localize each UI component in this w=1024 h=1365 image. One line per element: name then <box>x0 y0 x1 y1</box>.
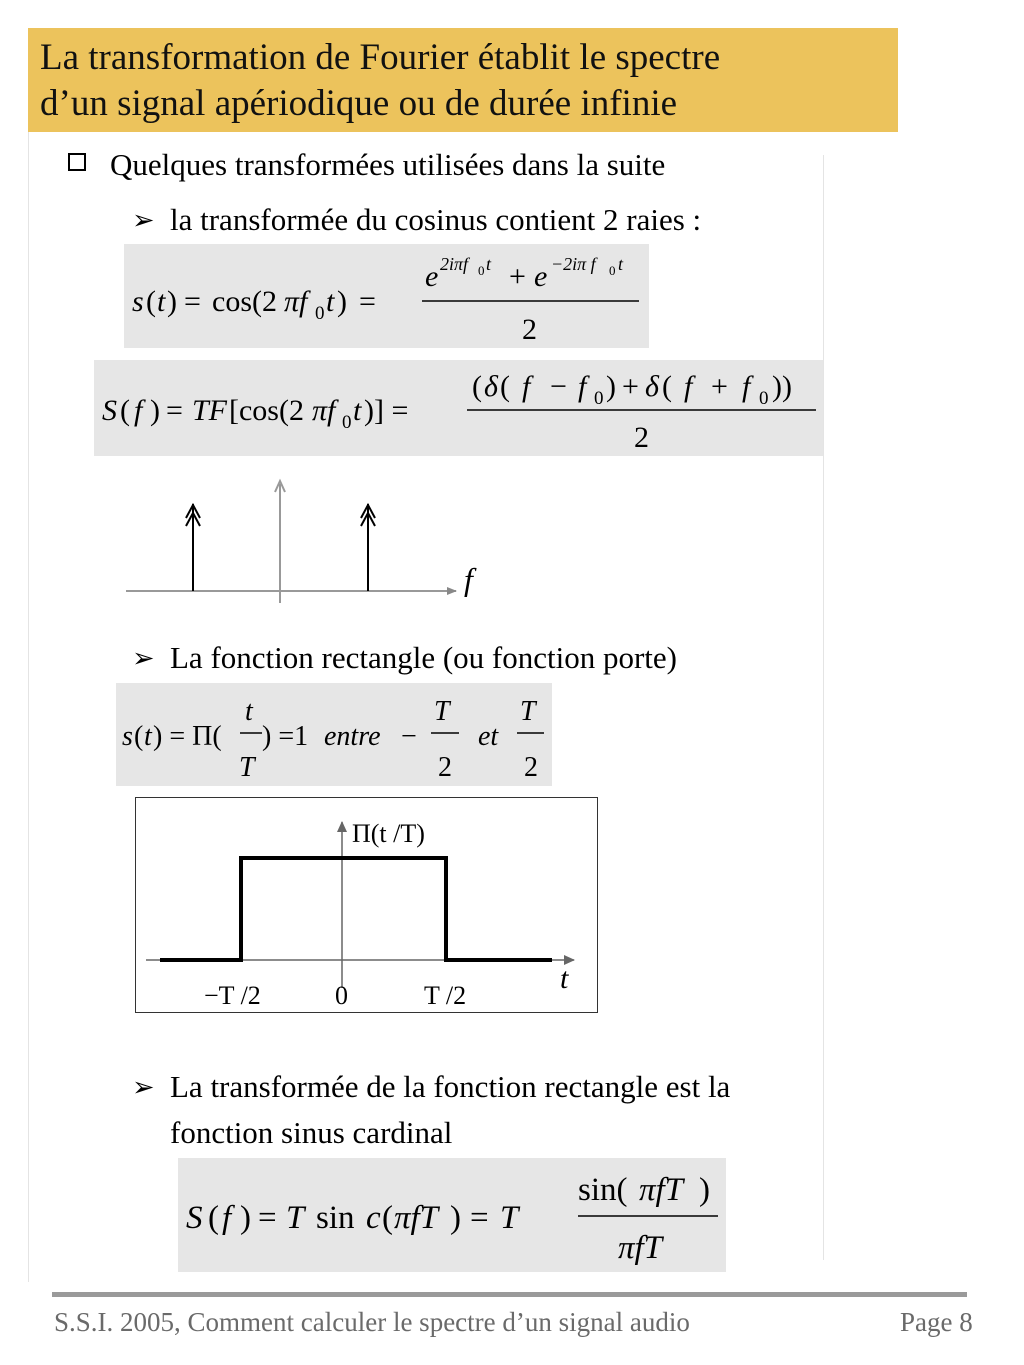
svg-text:cos(2: cos(2 <box>212 285 277 318</box>
svg-text:t: t <box>618 254 624 274</box>
svg-text:f: f <box>578 370 587 403</box>
bullet-sinc-line-2: fonction sinus cardinal <box>170 1115 453 1150</box>
arrow-bullet-icon: ➢ <box>132 643 155 673</box>
svg-text:2: 2 <box>524 752 538 783</box>
svg-text:S: S <box>102 394 117 427</box>
tick-t-half: T /2 <box>424 981 467 1010</box>
svg-text:S: S <box>186 1200 203 1236</box>
svg-text:f: f <box>742 370 751 403</box>
dirac-line-positive <box>361 504 375 591</box>
svg-text:TF: TF <box>192 394 228 427</box>
svg-text:t: t <box>486 254 492 274</box>
svg-text:=: = <box>184 285 201 318</box>
svg-text:(: ( <box>662 370 672 403</box>
formula-rectangle <box>116 683 552 786</box>
svg-text:et: et <box>478 721 499 752</box>
svg-text:): ) <box>337 285 347 318</box>
formula-sinc <box>178 1158 726 1272</box>
svg-text:−: − <box>401 721 417 752</box>
svg-text:0: 0 <box>759 388 769 409</box>
footer-rule <box>52 1292 967 1297</box>
svg-text:0: 0 <box>315 303 325 324</box>
tick-minus-t-half: −T /2 <box>204 981 261 1010</box>
svg-text:T: T <box>520 696 536 727</box>
rectangle-function-figure <box>135 797 598 1013</box>
formula-cosine-svg <box>124 244 649 348</box>
svg-text:T: T <box>434 696 450 727</box>
square-bullet-icon <box>68 153 86 171</box>
rectangle-function-plot <box>136 798 597 1012</box>
svg-text:0: 0 <box>478 263 485 278</box>
formula-tf-svg <box>94 360 823 456</box>
formula-sinc-svg <box>178 1158 726 1272</box>
svg-text:2iπf: 2iπf <box>440 254 469 274</box>
svg-text:+: + <box>622 370 639 403</box>
svg-text:entre: entre <box>324 721 381 752</box>
svg-text:c: c <box>366 1200 381 1236</box>
svg-text:f: f <box>684 370 693 403</box>
formula-rect-svg <box>116 683 552 786</box>
tf-denominator: 2 <box>634 421 649 454</box>
svg-text:s: s <box>122 721 133 752</box>
svg-text:(: ( <box>134 721 144 752</box>
svg-text:): ) <box>167 285 177 318</box>
svg-text:): ) <box>606 370 616 403</box>
svg-text:e: e <box>534 260 548 293</box>
formula-fourier-cosine <box>94 360 823 456</box>
frequency-axis-label: f <box>464 561 473 597</box>
svg-text:πf: πf <box>284 285 308 318</box>
svg-text:0: 0 <box>594 388 604 409</box>
svg-text:e: e <box>425 260 439 293</box>
formula-cosine-euler <box>124 244 649 348</box>
svg-text:(: ( <box>208 1200 219 1236</box>
arrow-bullet-icon: ➢ <box>132 1072 155 1102</box>
svg-text:sin(: sin( <box>578 1172 628 1208</box>
svg-text:=: = <box>258 1200 277 1236</box>
svg-text:(: ( <box>472 370 482 403</box>
svg-text:): ) <box>699 1172 710 1208</box>
svg-text:πf: πf <box>312 394 336 427</box>
svg-text:): ) <box>150 394 160 427</box>
svg-text:t: t <box>353 394 362 427</box>
arrow-bullet-icon: ➢ <box>132 205 155 235</box>
dirac-line-negative <box>186 504 200 591</box>
svg-text:0: 0 <box>342 412 352 433</box>
svg-text:f: f <box>522 370 531 403</box>
svg-text:t: t <box>245 696 253 727</box>
svg-text:)): )) <box>772 370 792 403</box>
svg-text:t: t <box>326 285 335 318</box>
svg-text:T: T <box>239 752 255 783</box>
svg-text:t: t <box>144 721 152 752</box>
svg-text:πfT: πfT <box>394 1200 439 1236</box>
rectangle-pulse <box>160 858 552 960</box>
svg-text:) = Π(: ) = Π( <box>153 721 222 752</box>
svg-text:s: s <box>132 285 144 318</box>
svg-text:+: + <box>711 370 728 403</box>
svg-text:T: T <box>500 1200 519 1236</box>
slide-title-banner <box>28 28 898 132</box>
svg-text:πfT: πfT <box>639 1172 684 1208</box>
svg-text:(: ( <box>120 394 130 427</box>
left-margin-rule <box>28 132 29 1282</box>
bullet-rectangle-function: La fonction rectangle (ou fonction porte) <box>170 640 677 675</box>
rect-x-axis-label: t <box>560 962 569 995</box>
svg-text:) =1: ) =1 <box>262 721 309 752</box>
svg-text:)] =: )] = <box>364 394 409 427</box>
svg-text:f: f <box>134 394 143 427</box>
bullet-sinc-line-1: La transformée de la fonction rectangle est la <box>170 1069 731 1104</box>
section-heading: Quelques transformées utilisées dans la suite <box>110 147 666 182</box>
svg-text:2: 2 <box>438 752 452 783</box>
right-margin-rule <box>823 155 824 1260</box>
svg-text:T: T <box>286 1200 305 1236</box>
page-number: Page 8 <box>900 1307 973 1337</box>
svg-text:−: − <box>550 370 567 403</box>
svg-text:t: t <box>157 285 166 318</box>
svg-text:): ) <box>450 1200 461 1236</box>
svg-text:[cos(2: [cos(2 <box>229 394 304 427</box>
sinc-denominator: πfT <box>618 1230 663 1266</box>
svg-text:δ: δ <box>645 370 659 403</box>
slide-title-line-1: La transformation de Fourier établit le spectre <box>40 37 721 78</box>
svg-text:=: = <box>470 1200 489 1236</box>
svg-text:=: = <box>166 394 183 427</box>
tick-zero: 0 <box>335 981 348 1010</box>
bullet-cosine-transform: la transformée du cosinus contient 2 raies : <box>170 202 702 237</box>
svg-text:(: ( <box>382 1200 393 1236</box>
cosine-spectrum-plot <box>120 470 500 610</box>
svg-text:=: = <box>359 285 376 318</box>
footer-course-title: S.S.I. 2005, Comment calculer le spectre d’un signal audio <box>54 1307 690 1337</box>
svg-text:): ) <box>240 1200 251 1236</box>
svg-text:sin: sin <box>316 1200 355 1236</box>
svg-text:f: f <box>222 1200 232 1236</box>
svg-text:δ: δ <box>484 370 498 403</box>
cos-denominator: 2 <box>522 313 537 346</box>
slide-title-line-2: d’un signal apériodique ou de durée infinie <box>40 83 678 124</box>
svg-text:0: 0 <box>609 263 616 278</box>
svg-text:+: + <box>509 260 526 293</box>
svg-text:(: ( <box>146 285 156 318</box>
svg-text:−2iπ f: −2iπ f <box>551 254 596 274</box>
svg-text:(: ( <box>500 370 510 403</box>
rect-y-axis-label: Π(t /T) <box>352 819 425 848</box>
